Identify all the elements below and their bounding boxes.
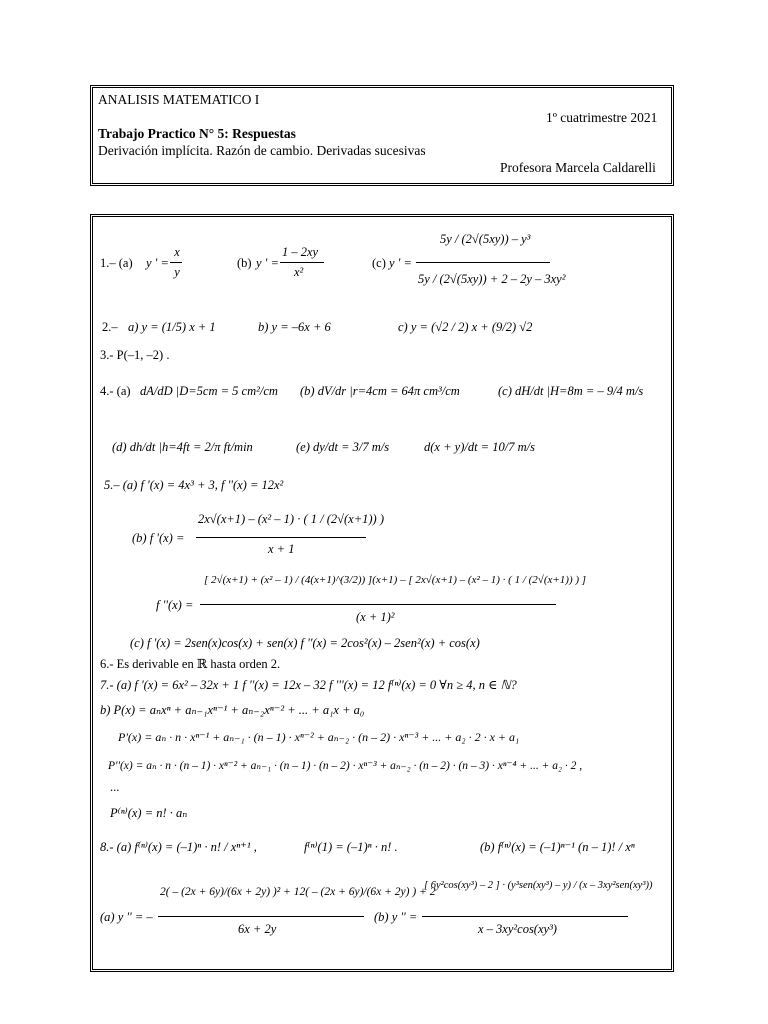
term: 1º cuatrimestre 2021 xyxy=(546,110,658,125)
q7b5: P⁽ⁿ⁾(x) = n! · aₙ xyxy=(110,806,188,820)
q5a: 5.– (a) f '(x) = 4x³ + 3, f ''(x) = 12x² xyxy=(104,478,284,492)
q1a-num: x xyxy=(174,245,180,259)
q4f: d(x + y)/dt = 10/7 m/s xyxy=(424,440,535,454)
q7b3: P''(x) = aₙ · n · (n – 1) · xⁿ⁻² + aₙ₋₁ · (n – 1) · (n – 2) · xⁿ⁻³ + aₙ₋₂ · (n – 2) · (n – 3) · xⁿ⁻⁴ + ... + a₂ · 2 , xyxy=(108,760,583,772)
q5b-den: x + 1 xyxy=(268,542,295,556)
q2c: c) y = (√2 / 2) x + (9/2) √2 xyxy=(398,320,533,334)
q1a-den: y xyxy=(174,265,180,279)
q1c-lhs: y ' = xyxy=(389,256,412,270)
q5b2-den: (x + 1)² xyxy=(356,610,395,624)
q4c: (c) dH/dt |H=8m = – 9/4 m/s xyxy=(498,384,644,398)
q8d-lhs: (b) y '' = xyxy=(374,910,418,924)
q2b: b) y = –6x + 6 xyxy=(258,320,331,334)
q4d: (d) dh/dt |h=4ft = 2/π ft/min xyxy=(112,440,253,454)
worksheet-title: Trabajo Practico N° 5: Respuestas xyxy=(98,126,296,141)
topics: Derivación implícita. Razón de cambio. Derivadas sucesivas xyxy=(98,143,426,158)
q1b-num: 1 – 2xy xyxy=(282,245,319,259)
q2a: a) y = (1/5) x + 1 xyxy=(128,320,216,334)
q5b-num: 2x√(x+1) – (x² – 1) · ( 1 / (2√(x+1)) ) xyxy=(198,512,385,526)
q8b1: (b) f⁽ⁿ⁾(x) = (–1)ⁿ⁻¹ (n – 1)! / xⁿ xyxy=(480,840,635,854)
q1c-label: (c) xyxy=(372,256,386,270)
q4e: (e) dy/dt = 3/7 m/s xyxy=(296,440,390,454)
q5c: (c) f '(x) = 2sen(x)cos(x) + sen(x) f ''(x) = 2cos²(x) – 2sen²(x) + cos(x) xyxy=(130,636,480,650)
q7b4: ... xyxy=(110,780,120,794)
q8a1: 8.- (a) f⁽ⁿ⁾(x) = (–1)ⁿ · n! / xⁿ⁺¹ , xyxy=(100,840,257,854)
q5b-lhs: (b) f '(x) = xyxy=(132,531,185,545)
q1b-lhs: y ' = xyxy=(256,256,279,270)
q7b2: P'(x) = aₙ · n · xⁿ⁻¹ + aₙ₋₁ · (n – 1) · xⁿ⁻² + aₙ₋₂ · (n – 2) · xⁿ⁻³ + ... + a₂ · 2 · x + a₁ xyxy=(118,730,520,744)
q8d-den: x – 3xy²cos(xy³) xyxy=(478,922,557,936)
q4a: dA/dD |D=5cm = 5 cm²/cm xyxy=(140,384,278,398)
q2-label: 2.– xyxy=(102,320,118,334)
course-name: ANALISIS MATEMATICO I xyxy=(98,92,260,107)
q3: 3.- P(–1, –2) . xyxy=(100,348,170,362)
q1c-num: 5y / (2√(5xy)) – y³ xyxy=(440,232,531,246)
q8c-den: 6x + 2y xyxy=(238,922,277,936)
q4b: (b) dV/dr |r=4cm = 64π cm³/cm xyxy=(300,384,460,398)
q5b2-num: [ 2√(x+1) + (x² – 1) / (4(x+1)^(3/2)) ](x+1) – [ 2x√(x+1) – (x² – 1) · ( 1 / (2√(x+1)) ) ] xyxy=(204,574,587,586)
q7b1: b) P(x) = aₙxⁿ + aₙ₋₁xⁿ⁻¹ + aₙ₋₂xⁿ⁻² + ... + a₁x + a₀ xyxy=(100,703,365,717)
q1c-den: 5y / (2√(5xy)) + 2 – 2y – 3xy² xyxy=(418,272,566,286)
q7a: 7.- (a) f '(x) = 6x² – 32x + 1 f ''(x) = 12x – 32 f '''(x) = 12 f⁽ⁿ⁾(x) = 0 ∀n ≥ 4, n ∈ ℕ? xyxy=(100,678,517,692)
q1b-den: x² xyxy=(294,265,304,279)
q8d-num: [ 6y²cos(xy³) – 2 ] · (y³sen(xy³) – y) / (x – 3xy²sen(xy³)) xyxy=(424,880,653,891)
q8c-num: 2( – (2x + 6y)/(6x + 2y) )² + 12( – (2x + 6y)/(6x + 2y) ) + 2 xyxy=(160,886,436,898)
q5b2-lhs: f ''(x) = xyxy=(156,598,194,612)
q6: 6.- Es derivable en ℝ hasta orden 2. xyxy=(100,657,281,671)
q4-label: 4.- (a) xyxy=(100,384,131,398)
q1a-lhs: y ' = xyxy=(146,256,169,270)
q1b-label: (b) xyxy=(237,256,252,270)
q8c-lhs: (a) y '' = – xyxy=(100,910,153,924)
q1-label: 1.– (a) xyxy=(100,256,133,270)
teacher: Profesora Marcela Caldarelli xyxy=(500,160,656,175)
q8a2: f⁽ⁿ⁾(1) = (–1)ⁿ · n! . xyxy=(304,840,398,854)
